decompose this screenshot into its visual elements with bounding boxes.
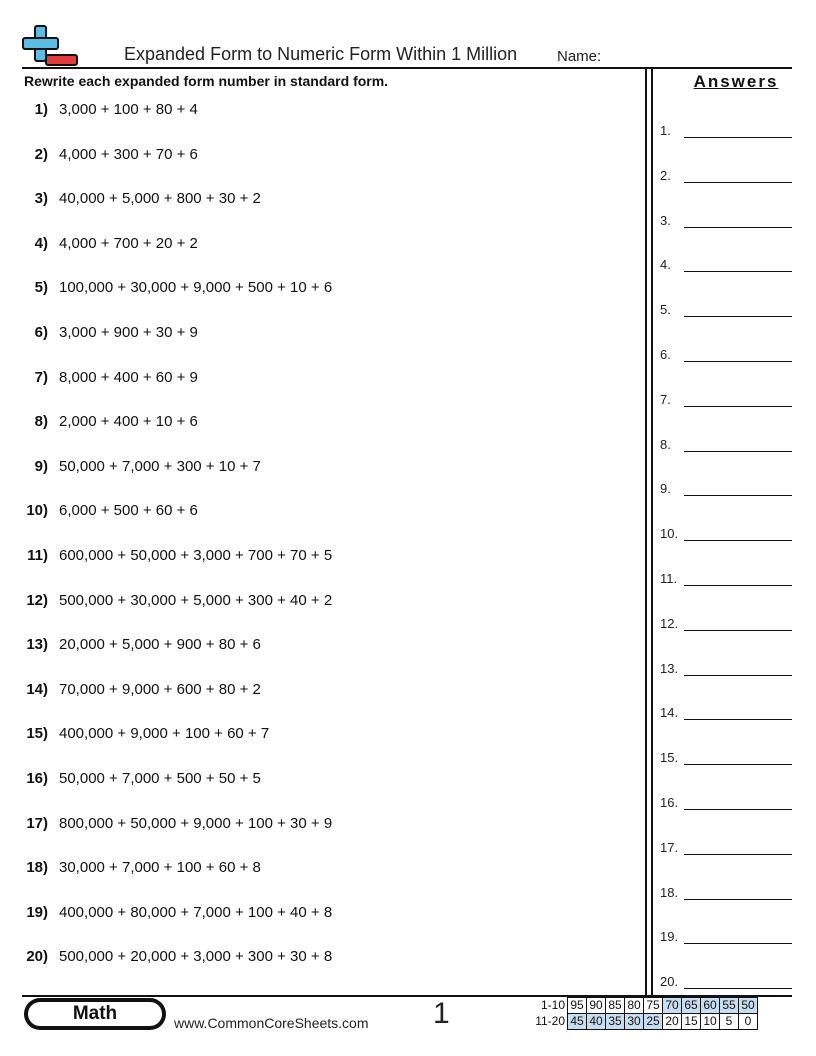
answer-blank[interactable] (684, 495, 792, 496)
problem-expression: 50,000 + 7,000 + 500 + 50 + 5 (59, 770, 261, 787)
answer-label: 9. (660, 481, 671, 497)
answer-item (660, 658, 792, 676)
answer-label: 12. (660, 615, 679, 631)
answer-item (660, 434, 792, 452)
answer-label: 16. (660, 795, 679, 810)
problem-expression: 8,000 + 400 + 60 + 9 (59, 368, 198, 386)
problem-number: 13) (26, 636, 48, 654)
problem-item (0, 948, 332, 970)
subject-badge-label: Math (28, 1002, 162, 1026)
score-cell: 5 (720, 1014, 739, 1030)
answer-item (660, 971, 792, 989)
score-row-label: 1-10 (540, 998, 565, 1012)
score-cell: 30 (625, 1014, 644, 1030)
problem-number: 2) (34, 145, 48, 163)
problem-item (0, 458, 261, 480)
problem-item (0, 904, 332, 926)
page-number: 1 (433, 997, 450, 1030)
problem-number: 10) (26, 502, 48, 520)
answer-item (660, 926, 792, 944)
answer-item (660, 120, 792, 138)
score-cell: 80 (625, 998, 644, 1014)
answer-item (660, 299, 792, 317)
problem-item (0, 324, 198, 346)
answer-label: 3. (660, 212, 671, 228)
problem-item (0, 592, 332, 614)
problem-item (0, 190, 261, 212)
answer-label: 8. (660, 436, 671, 452)
answer-blank[interactable] (684, 675, 792, 676)
answer-blank[interactable] (684, 406, 792, 407)
page-title: Expanded Form to Numeric Form Within 1 Million (124, 44, 518, 64)
score-cell: 50 (739, 998, 758, 1014)
score-cell: 65 (682, 998, 701, 1014)
answer-blank[interactable] (684, 630, 792, 631)
site-url[interactable]: www.CommonCoreSheets.com (174, 1015, 369, 1031)
problem-number: 1) (34, 101, 48, 118)
answer-label: 6. (660, 347, 671, 362)
answer-blank[interactable] (684, 271, 792, 272)
problem-item (0, 502, 198, 524)
score-cell: 25 (644, 1014, 663, 1030)
score-cell: 0 (739, 1014, 758, 1030)
problem-item (0, 636, 261, 658)
answer-blank[interactable] (684, 361, 792, 362)
answer-label: 1. (660, 123, 671, 138)
answer-blank[interactable] (684, 988, 792, 989)
name-label: Name: (557, 48, 602, 65)
problem-expression: 6,000 + 500 + 60 + 6 (59, 502, 198, 520)
problem-number: 18) (26, 859, 48, 877)
problem-item (0, 146, 198, 168)
problem-number: 5) (34, 279, 48, 297)
answer-blank[interactable] (684, 540, 792, 541)
answer-blank[interactable] (684, 451, 792, 452)
problem-number: 12) (26, 591, 48, 609)
score-table (525, 997, 758, 1030)
answer-label: 13. (660, 660, 679, 676)
answer-label: 2. (660, 167, 671, 183)
column-divider-right (651, 67, 653, 995)
problem-number: 19) (26, 903, 48, 921)
answer-blank[interactable] (684, 809, 792, 810)
problem-number: 9) (34, 457, 48, 475)
problem-expression: 40,000 + 5,000 + 800 + 30 + 2 (59, 190, 261, 208)
answers-title: Answers (693, 72, 779, 91)
problem-number: 11) (27, 547, 48, 564)
score-cell: 90 (587, 998, 606, 1014)
answer-item (660, 165, 792, 183)
problem-item (0, 369, 198, 391)
problem-number: 8) (34, 413, 48, 431)
answer-item (660, 568, 792, 586)
answer-blank[interactable] (684, 854, 792, 855)
problem-item (0, 235, 198, 257)
score-cell: 45 (568, 1014, 587, 1030)
answer-label: 7. (660, 391, 671, 407)
problem-item (0, 101, 198, 123)
problem-expression: 100,000 + 30,000 + 9,000 + 500 + 10 + 6 (59, 279, 333, 297)
score-cell: 75 (644, 998, 663, 1014)
answer-item (660, 837, 792, 855)
answer-label: 4. (660, 257, 671, 273)
answer-blank[interactable] (684, 316, 792, 317)
problem-item (0, 725, 269, 747)
problem-item (0, 413, 198, 435)
answer-blank[interactable] (684, 227, 792, 228)
answer-label: 18. (660, 884, 679, 900)
problem-number: 15) (26, 725, 48, 743)
problem-expression: 400,000 + 9,000 + 100 + 60 + 7 (59, 725, 270, 743)
answer-item (660, 613, 792, 631)
problem-number: 7) (34, 368, 48, 386)
answer-blank[interactable] (684, 585, 792, 586)
instructions: Rewrite each expanded form number in standard form. (24, 73, 389, 89)
answer-item (660, 254, 792, 272)
answer-label: 19. (660, 929, 679, 945)
problem-number: 20) (26, 948, 48, 966)
problem-expression: 600,000 + 50,000 + 3,000 + 700 + 70 + 5 (59, 547, 333, 564)
problem-expression: 3,000 + 100 + 80 + 4 (59, 101, 198, 118)
problem-item (0, 815, 332, 837)
answer-item (660, 523, 792, 541)
problem-expression: 30,000 + 7,000 + 100 + 60 + 8 (59, 859, 261, 877)
answer-label: 17. (660, 839, 679, 855)
problem-expression: 4,000 + 300 + 70 + 6 (59, 145, 198, 163)
problem-expression: 70,000 + 9,000 + 600 + 80 + 2 (59, 680, 261, 698)
problem-item (0, 770, 261, 792)
score-cell: 40 (587, 1014, 606, 1030)
score-cell: 10 (701, 1014, 720, 1030)
score-cell: 60 (701, 998, 720, 1014)
problem-expression: 4,000 + 700 + 20 + 2 (59, 234, 198, 252)
answer-label: 11. (660, 571, 678, 586)
score-cell: 15 (682, 1014, 701, 1030)
answer-item (660, 344, 792, 362)
score-row (525, 1014, 758, 1030)
answer-blank[interactable] (684, 764, 792, 765)
problem-number: 3) (34, 190, 48, 208)
score-row-label: 11-20 (535, 1014, 565, 1028)
plus-minus-logo-icon (22, 24, 80, 68)
answer-item (660, 478, 792, 496)
score-cell: 20 (663, 1014, 682, 1030)
answer-blank[interactable] (684, 943, 792, 944)
column-divider-left (645, 67, 647, 995)
answer-blank[interactable] (684, 137, 792, 138)
answer-item (660, 210, 792, 228)
problem-item (0, 681, 261, 703)
score-cell: 35 (606, 1014, 625, 1030)
score-cell: 70 (663, 998, 682, 1014)
answer-item (660, 389, 792, 407)
answer-label: 10. (660, 526, 679, 542)
problem-expression: 3,000 + 900 + 30 + 9 (59, 324, 198, 341)
problem-expression: 50,000 + 7,000 + 300 + 10 + 7 (59, 457, 261, 475)
answer-blank[interactable] (684, 899, 792, 900)
problem-number: 4) (34, 234, 48, 252)
score-cell: 55 (720, 998, 739, 1014)
answer-label: 20. (660, 974, 679, 990)
subject-badge (24, 998, 166, 1030)
problem-item (0, 279, 332, 301)
problem-expression: 800,000 + 50,000 + 9,000 + 100 + 30 + 9 (59, 814, 333, 832)
problem-expression: 2,000 + 400 + 10 + 6 (59, 413, 198, 431)
problem-item (0, 547, 332, 569)
problem-expression: 400,000 + 80,000 + 7,000 + 100 + 40 + 8 (59, 903, 333, 921)
score-row (525, 998, 758, 1014)
answer-item (660, 702, 792, 720)
problem-number: 14) (26, 680, 48, 698)
answer-label: 15. (660, 750, 679, 766)
problem-item (0, 859, 261, 881)
problem-expression: 20,000 + 5,000 + 900 + 80 + 6 (59, 636, 261, 654)
answer-label: 5. (660, 302, 671, 318)
problem-number: 6) (34, 324, 48, 341)
answer-item (660, 882, 792, 900)
answer-blank[interactable] (684, 719, 792, 720)
problem-number: 17) (26, 814, 48, 832)
problem-expression: 500,000 + 20,000 + 3,000 + 300 + 30 + 8 (59, 948, 333, 966)
problem-expression: 500,000 + 30,000 + 5,000 + 300 + 40 + 2 (59, 591, 333, 609)
answer-label: 14. (660, 705, 679, 721)
score-cell: 95 (568, 998, 587, 1014)
answer-blank[interactable] (684, 182, 792, 183)
answer-item (660, 792, 792, 810)
answer-item (660, 747, 792, 765)
score-cell: 85 (606, 998, 625, 1014)
problem-number: 16) (26, 770, 48, 787)
header-rule (22, 67, 792, 69)
